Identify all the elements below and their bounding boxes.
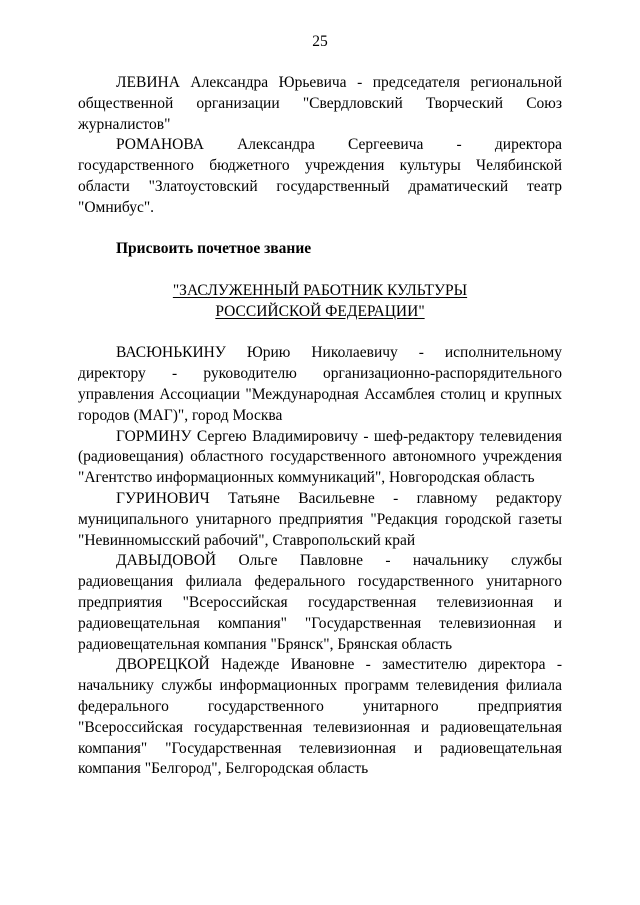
honorary-title-line: "ЗАСЛУЖЕННЫЙ РАБОТНИК КУЛЬТУРЫ <box>172 281 468 299</box>
entry-paragraph: ГОРМИНУ Сергею Владимировичу - шеф-редактору телевидения (радиовещания) областного государственного автономного учреждения "Агентство информационных коммуникаций", Новгородская область <box>78 427 562 487</box>
page-number: 25 <box>312 33 328 50</box>
blank-line <box>78 323 562 344</box>
award-heading: Присвоить почетное звание <box>116 240 312 258</box>
document-body <box>78 73 562 780</box>
entry-paragraph: ДВОРЕЦКОЙ Надежде Ивановне - заместителю директора - начальнику службы информационных программ телевидения филиала федерального государственного унитарного предприятия "Всероссийская государственная телевизионная и радиовещательная компания" "Государственная телевизионная и радиовещательная компания "Белгород", Белгородская область <box>78 656 562 778</box>
entry-paragraph: ЛЕВИНА Александра Юрьевича - председателя региональной общественной организации "Свердловский Творческий Союз журналистов" <box>78 74 562 133</box>
entry-paragraph: ДАВЫДОВОЙ Ольге Павловне - начальнику службы радиовещания филиала федерального государственного унитарного предприятия "Всероссийская государственная телевизионная и радиовещательная компания" "Государственная телевизионная и радиовещательная компания "Брянск", Брянская область <box>78 552 562 653</box>
entry-paragraph: РОМАНОВА Александра Сергеевича - директора государственного бюджетного учреждения культуры Челябинской области "Златоустовский государственный драматический театр "Омнибус". <box>78 136 562 216</box>
entry-paragraph: ГУРИНОВИЧ Татьяне Васильевне - главному редактору муниципального унитарного предприятия "Редакция городской газеты "Невинномысский рабочий", Ставропольский край <box>78 489 562 549</box>
honorary-title-line: РОССИЙСКОЙ ФЕДЕРАЦИИ" <box>215 302 425 320</box>
honorary-title <box>78 281 562 323</box>
entry-paragraph: ВАСЮНЬКИНУ Юрию Николаевичу - исполнительному директору - руководителю организационно-распорядительного управления Ассоциации "Международная Ассамблея столиц и крупных городов (МАГ)", город Москва <box>78 344 562 424</box>
blank-line <box>78 219 562 240</box>
